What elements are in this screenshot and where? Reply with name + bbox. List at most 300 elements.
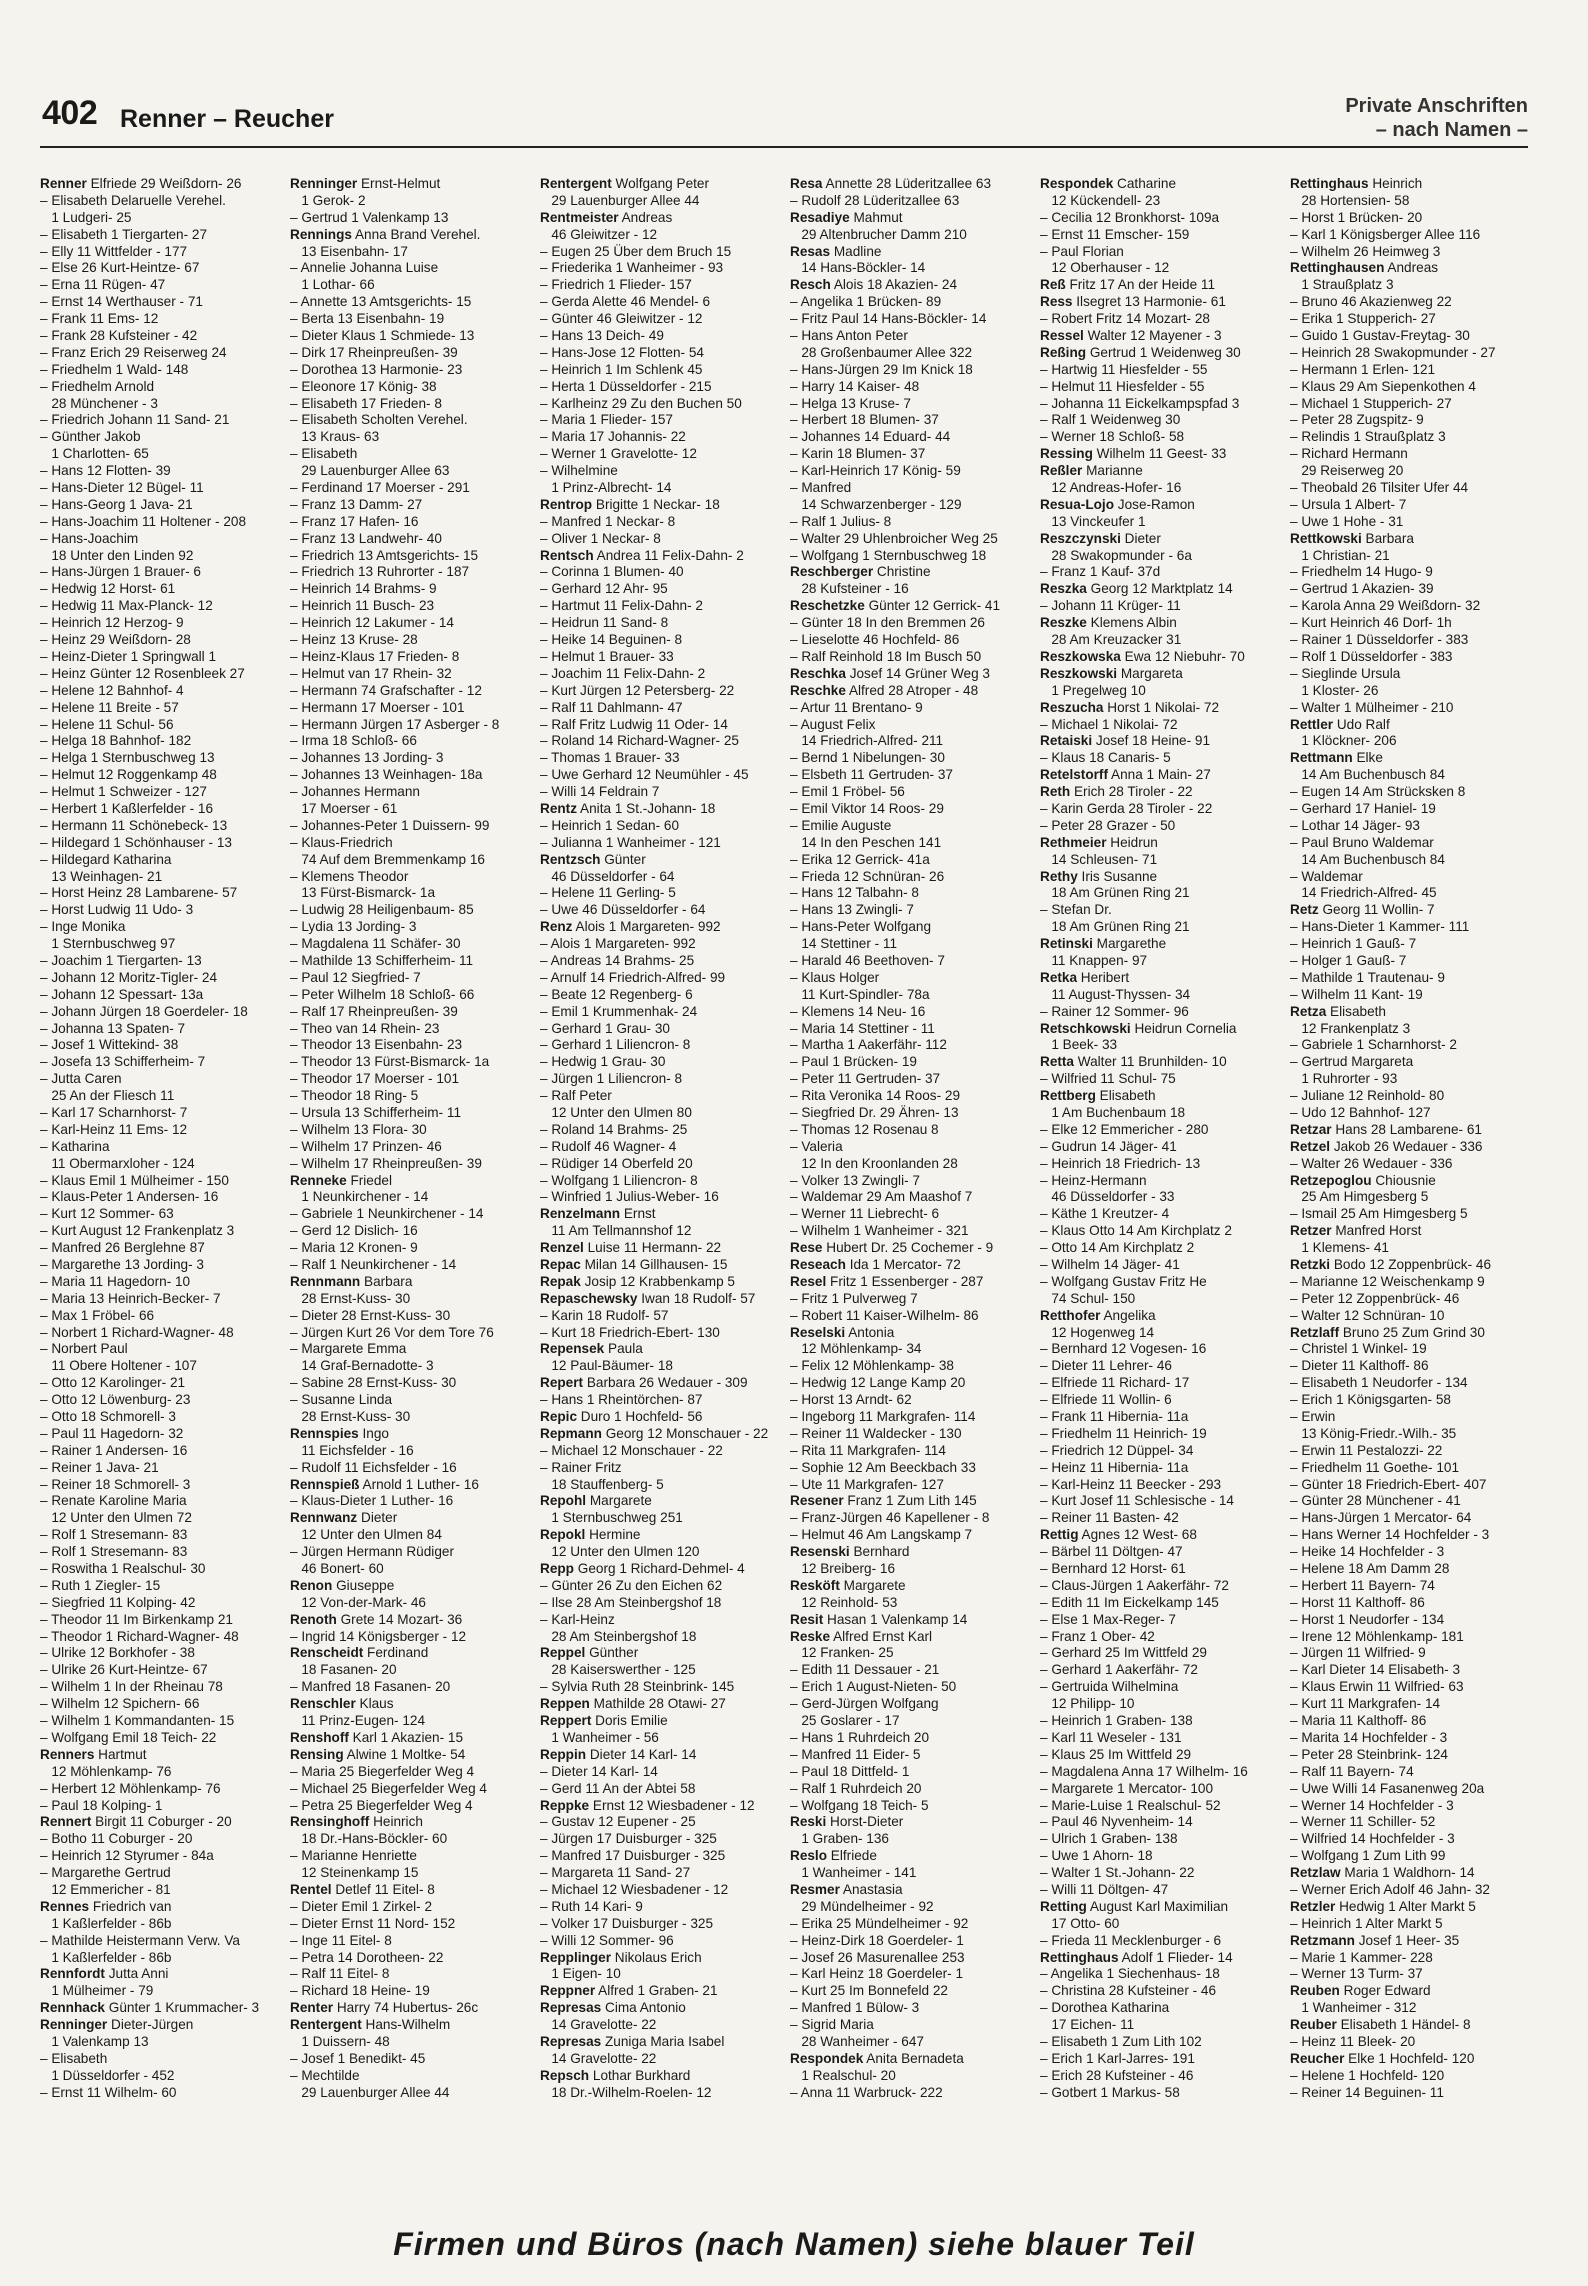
directory-entry: – Marianne 12 Weischenkamp 9: [1290, 1273, 1485, 1289]
directory-entry: – Gerhard 25 Im Wittfeld 29: [1040, 1645, 1207, 1661]
surname-entry: Rennwanz Dieter: [290, 1510, 398, 1526]
directory-entry: – Günter 18 In den Bremmen 26: [790, 615, 985, 631]
directory-entry: – Helmut van 17 Rhein- 32: [290, 665, 452, 681]
directory-entry: – Elisabeth: [40, 2050, 108, 2066]
directory-entry: – Helga 1 Sternbuschweg 13: [40, 750, 215, 766]
directory-entry: – Wilfried 14 Hochfelder - 3: [1290, 1831, 1455, 1847]
directory-entry: – Hans 13 Deich- 49: [540, 328, 664, 344]
directory-entry: – Ruth 14 Kari- 9: [540, 1898, 643, 1914]
directory-entry: – Franz 13 Damm- 27: [290, 496, 423, 512]
directory-entry: – Dieter 11 Kalthoff- 86: [1290, 1358, 1429, 1374]
directory-entry: – Ulrike 12 Borkhofer - 38: [40, 1645, 195, 1661]
directory-entry: 1 Sternbuschweg 251: [540, 1510, 683, 1526]
directory-entry: – Robert 11 Kaiser-Wilhelm- 86: [790, 1307, 979, 1323]
directory-entry: – Theodor 11 Im Birkenkamp 21: [40, 1611, 233, 1627]
directory-entry: 28 Kufsteiner - 16: [790, 581, 909, 597]
directory-entry: – Reiner 1 Java- 21: [40, 1459, 159, 1475]
surname-entry: Rennert Birgit 11 Coburger - 20: [40, 1814, 232, 1830]
surname-entry: Renner Elfriede 29 Weißdorn- 26: [40, 176, 242, 191]
surname: Retz: [1290, 902, 1319, 918]
surname-entry: Reuben Roger Edward: [1290, 1983, 1431, 1999]
directory-entry: – Mathilde Heistermann Verw. Va: [40, 1932, 240, 1948]
surname-entry: Repaschewsky Iwan 18 Rudolf- 57: [540, 1290, 756, 1306]
directory-entry: – Hans 12 Talbahn- 8: [790, 885, 919, 901]
surname: Reuber: [1290, 2017, 1337, 2033]
surname: Reucher: [1290, 2050, 1345, 2066]
directory-entry: – Ralf 1 Ruhrdeich 20: [790, 1780, 922, 1796]
surname: Reszkowski: [1040, 665, 1118, 681]
surname: Resit: [790, 1611, 824, 1627]
surname: Rennspies: [290, 1425, 359, 1441]
surname: Reppin: [540, 1746, 587, 1762]
directory-entry: – Mathilde 1 Trautenau- 9: [1290, 969, 1445, 985]
directory-entry: – Wilhelm 1 Kommandanten- 15: [40, 1713, 235, 1729]
directory-entry: 13 Fürst-Bismarck- 1a: [290, 885, 436, 901]
directory-entry: – Udo 12 Bahnhof- 127: [1290, 1104, 1431, 1120]
directory-entry: 14 Stettiner - 11: [790, 936, 898, 952]
directory-entry: – Heinz 11 Hibernia- 11a: [1040, 1459, 1189, 1475]
directory-entry: – Johannes 14 Eduard- 44: [790, 429, 951, 445]
directory-entry: – Rainer Fritz: [540, 1459, 622, 1475]
directory-entry: – Helmut 1 Schweizer - 127: [40, 784, 207, 800]
directory-entry: – Karl 11 Weseler - 131: [1040, 1729, 1182, 1745]
surname: Retaiski: [1040, 733, 1093, 749]
directory-entry: – Mechtilde: [290, 2067, 360, 2083]
directory-entry: – Manfred 11 Eider- 5: [790, 1746, 921, 1762]
directory-entry: – Emilie Auguste: [790, 817, 892, 833]
directory-entry: 28 Wanheimer - 647: [790, 2033, 924, 2049]
surname: Renners: [40, 1746, 95, 1762]
header-rule: [40, 146, 1528, 148]
directory-entry: – Franz 1 Kauf- 37d: [1040, 564, 1161, 580]
directory-entry: – Uwe Willi 14 Fasanenweg 20a: [1290, 1780, 1485, 1796]
directory-entry: – Maria 17 Johannis- 22: [540, 429, 686, 445]
directory-entry: – Gertrud Margareta: [1290, 1054, 1414, 1070]
surname-entry: Retzler Hedwig 1 Alter Markt 5: [1290, 1898, 1476, 1914]
directory-entry: 14 Am Buchenbusch 84: [1290, 767, 1445, 783]
directory-entry: – Lothar 14 Jäger- 93: [1290, 817, 1420, 833]
directory-entry: – Maria 13 Heinrich-Becker- 7: [40, 1290, 221, 1306]
directory-entry: – Thomas 1 Brauer- 33: [540, 750, 680, 766]
surname-entry: Renter Harry 74 Hubertus- 26c: [290, 2000, 479, 2016]
directory-entry: – Marie-Luise 1 Realschul- 52: [1040, 1797, 1221, 1813]
surname: Rettinghausen: [1290, 260, 1385, 276]
directory-entry: – Heinz-Hermann: [1040, 1172, 1147, 1188]
surname-entry: Rettig Agnes 12 West- 68: [1040, 1527, 1197, 1543]
directory-entry: – Werner Erich Adolf 46 Jahn- 32: [1290, 1881, 1490, 1897]
directory-entry: – Karlheinz 29 Zu den Buchen 50: [540, 395, 742, 411]
directory-entry: – Werner 1 Gravelotte- 12: [540, 446, 697, 462]
directory-entry: – Günther Jakob: [40, 429, 141, 445]
surname-entry: Resener Franz 1 Zum Lith 145: [790, 1493, 977, 1509]
directory-entry: – Ralf 1 Julius- 8: [790, 513, 892, 529]
directory-entry: – Uwe 1 Hohe - 31: [1290, 513, 1404, 529]
directory-entry: – Bernhard 12 Horst- 61: [1040, 1561, 1186, 1577]
directory-entry: – Hildegard 1 Schönhauser - 13: [40, 834, 232, 850]
surname: Renneke: [290, 1172, 347, 1188]
surname: Rentrop: [540, 496, 593, 512]
surname: Renscheidt: [290, 1645, 364, 1661]
directory-entry: 74 Auf dem Bremmenkamp 16: [290, 851, 485, 867]
directory-entry: 28 Kaiserswerther - 125: [540, 1662, 696, 1678]
directory-entry: – Friedrich 1 Flieder- 157: [540, 277, 692, 293]
directory-entry: – Gertrud 1 Akazien- 39: [1290, 581, 1434, 597]
directory-entry: 11 Knappen- 97: [1040, 952, 1148, 968]
surname-entry: Rentergent Hans-Wilhelm: [290, 2017, 451, 2033]
directory-entry: – Rudolf 46 Wagner- 4: [540, 1138, 677, 1154]
directory-entry: – Gertrud 1 Valenkamp 13: [290, 209, 449, 225]
surname-entry: Rentzsch Günter: [540, 851, 646, 867]
directory-entry: – Michael 1 Nikolai- 72: [1040, 716, 1178, 732]
surname: Retza: [1290, 1003, 1327, 1019]
surname: Resel: [790, 1273, 827, 1289]
directory-entry: – Friedrich 13 Amtsgerichts- 15: [290, 547, 479, 563]
directory-entry: – Hans 1 Rheintörchen- 87: [540, 1392, 703, 1408]
directory-entry: 12 Frankenplatz 3: [1290, 1020, 1411, 1036]
directory-entry: – Werner 18 Schloß- 58: [1040, 429, 1185, 445]
surname: Rennert: [40, 1814, 92, 1830]
surname-entry: Rettmann Elke: [1290, 750, 1383, 766]
page-title: Renner – Reucher: [120, 105, 334, 133]
surname-entry: Retz Georg 11 Wollin- 7: [1290, 902, 1435, 918]
surname-entry: Resköft Margarete: [790, 1577, 906, 1593]
directory-entry: – Beate 12 Regenberg- 6: [540, 986, 693, 1002]
directory-entry: – Katharina: [40, 1138, 110, 1154]
directory-entry: – Arnulf 14 Friedrich-Alfred- 99: [540, 969, 726, 985]
directory-entry: – Gustav 12 Eupener - 25: [540, 1814, 696, 1830]
surname-entry: Renschler Klaus: [290, 1696, 394, 1712]
directory-entry: – Herbert 11 Bayern- 74: [1290, 1577, 1435, 1593]
directory-entry: 74 Schul- 150: [1040, 1290, 1136, 1306]
directory-entry: 13 Vinckeufer 1: [1040, 513, 1146, 529]
directory-entry: – Friedhelm 14 Hugo- 9: [1290, 564, 1433, 580]
directory-entry: – Margarethe Gertrud: [40, 1865, 171, 1881]
surname-entry: Ress Ilsegret 13 Harmonie- 61: [1040, 294, 1226, 310]
directory-entry: 12 Andreas-Hofer- 16: [1040, 480, 1182, 496]
directory-entry: – Elisabeth 17 Frieden- 8: [290, 395, 442, 411]
surname: Retelstorff: [1040, 767, 1108, 783]
surname: Resua-Lojo: [1040, 496, 1115, 512]
surname: Reszkowska: [1040, 648, 1121, 664]
directory-entry: – Franz 17 Hafen- 16: [290, 513, 419, 529]
directory-entry: – Joachim 1 Tiergarten- 13: [40, 952, 202, 968]
directory-entry: 14 Friedrich-Alfred- 45: [1290, 885, 1437, 901]
directory-entry: – Norbert 1 Richard-Wagner- 48: [40, 1324, 234, 1340]
directory-column-2: [290, 176, 530, 2176]
directory-entry: – Angelika 1 Siechenhaus- 18: [1040, 1966, 1220, 1982]
directory-entry: – Kurt Jürgen 12 Petersberg- 22: [540, 682, 735, 698]
directory-entry: – Erika 1 Stupperich- 27: [1290, 311, 1436, 327]
directory-entry: – Horst 13 Arndt- 62: [790, 1392, 912, 1408]
surname-entry: Rensinghoff Heinrich: [290, 1814, 423, 1830]
directory-entry: – Klemens 14 Neu- 16: [790, 1003, 926, 1019]
directory-entry: 1 Am Buchenbaum 18: [1040, 1104, 1186, 1120]
directory-entry: – Karin 18 Rudolf- 57: [540, 1307, 669, 1323]
directory-entry: – Ernst 11 Wilhelm- 60: [40, 2084, 177, 2100]
directory-entry: – Horst 1 Brücken- 20: [1290, 209, 1423, 225]
surname-entry: Reszke Klemens Albin: [1040, 615, 1177, 631]
directory-entry: – Werner 13 Turm- 37: [1290, 1966, 1423, 1982]
directory-entry: – Fritz Paul 14 Hans-Böckler- 14: [790, 311, 987, 327]
surname-entry: Resel Fritz 1 Essenberger - 287: [790, 1273, 984, 1289]
directory-entry: – Hans-Jürgen 1 Brauer- 6: [40, 564, 201, 580]
directory-entry: 1 Eigen- 10: [540, 1966, 621, 1982]
directory-entry: 28 Ernst-Kuss- 30: [290, 1409, 411, 1425]
directory-entry: – Wilhelmine: [540, 463, 618, 479]
directory-entry: – Otto 18 Schmorell- 3: [40, 1409, 176, 1425]
directory-entry: – Hans 1 Ruhrdeich 20: [790, 1729, 930, 1745]
directory-entry: 14 Graf-Bernadotte- 3: [290, 1358, 434, 1374]
directory-entry: – Michael 25 Biegerfelder Weg 4: [290, 1780, 487, 1796]
directory-entry: – Eleonore 17 König- 38: [290, 378, 437, 394]
directory-entry: – Heinrich 12 Lakumer - 14: [290, 615, 454, 631]
directory-entry: – Heidrun 11 Sand- 8: [540, 615, 669, 631]
directory-entry: – Wolfgang 18 Teich- 5: [790, 1797, 929, 1813]
directory-entry: – Friedrich 12 Düppel- 34: [1040, 1442, 1194, 1458]
directory-entry: – Horst Ludwig 11 Udo- 3: [40, 902, 194, 918]
directory-entry: 29 Mündelheimer - 92: [790, 1898, 934, 1914]
directory-entry: 28 Ernst-Kuss- 30: [290, 1290, 411, 1306]
directory-entry: – Friedhelm 1 Wald- 148: [40, 361, 189, 377]
directory-entry: – Jürgen Kurt 26 Vor dem Tore 76: [290, 1324, 494, 1340]
surname-entry: Repensek Paula: [540, 1341, 643, 1357]
directory-entry: – Maria 1 Flieder- 157: [540, 412, 673, 428]
directory-entry: 1 Valenkamp 13: [40, 2033, 149, 2049]
surname-entry: Reseach Ida 1 Mercator- 72: [790, 1257, 961, 1272]
directory-entry: – Karin 18 Blumen- 37: [790, 446, 926, 462]
directory-entry: – Paul 11 Hagedorn- 32: [40, 1425, 184, 1441]
directory-entry: – Heinz 11 Bleek- 20: [1290, 2033, 1416, 2049]
directory-entry: – Wilhelm 13 Flora- 30: [290, 1121, 427, 1137]
directory-entry: – Bärbel 11 Döltgen- 47: [1040, 1544, 1183, 1560]
surname-entry: Rentrop Brigitte 1 Neckar- 18: [540, 496, 720, 512]
directory-entry: – Elisabeth Scholten Verehel.: [290, 412, 468, 428]
directory-entry: – Paul 18 Kolping- 1: [40, 1797, 163, 1813]
surname: Retschkowski: [1040, 1020, 1131, 1036]
directory-entry: – Martha 1 Aakerfähr- 112: [790, 1037, 947, 1053]
directory-entry: – Manfred 18 Fasanen- 20: [290, 1679, 451, 1695]
directory-entry: – Kurt 12 Sommer- 63: [40, 1206, 174, 1222]
directory-entry: – Hans-Jose 12 Flotten- 54: [540, 344, 704, 360]
surname: Retthofer: [1040, 1307, 1101, 1323]
directory-entry: – Klaus Holger: [790, 969, 880, 985]
directory-entry: – Paul 12 Siegfried- 7: [290, 969, 421, 985]
surname: Repplinger: [540, 1949, 611, 1965]
directory-entry: – Edith 11 Dessauer - 21: [790, 1662, 940, 1678]
directory-entry: 14 Gravelotte- 22: [540, 2017, 657, 2033]
directory-entry: – Margarete Emma: [290, 1341, 407, 1357]
surname: Reski: [790, 1814, 827, 1830]
directory-entry: 28 Am Kreuzacker 31: [1040, 632, 1182, 648]
surname: Repensek: [540, 1341, 605, 1357]
directory-entry: – Wilhelm 12 Spichern- 66: [40, 1696, 200, 1712]
directory-entry: – Ralf 1 Weidenweg 30: [1040, 412, 1181, 428]
surname: Repac: [540, 1257, 581, 1272]
directory-entry: – Michael 12 Monschauer - 22: [540, 1442, 723, 1458]
directory-entry: – Theodor 13 Eisenbahn- 23: [290, 1037, 463, 1053]
directory-entry: – Heinrich 1 Sedan- 60: [540, 817, 680, 833]
surname: Reselski: [790, 1324, 846, 1340]
directory-entry: – Wilfried 11 Schul- 75: [1040, 1071, 1176, 1087]
directory-entry: – Ludwig 28 Heiligenbaum- 85: [290, 902, 474, 918]
surname-entry: Reszczynski Dieter: [1040, 530, 1161, 546]
surname-entry: Resas Madline: [790, 243, 882, 259]
directory-entry: – Heinz Günter 12 Rosenbleek 27: [40, 665, 245, 681]
directory-entry: – Erna 11 Rügen- 47: [40, 277, 166, 293]
directory-entry: – Elsbeth 11 Gertruden- 37: [790, 767, 953, 783]
directory-entry: – Max 1 Fröbel- 66: [40, 1307, 155, 1323]
directory-entry: – Heinrich 28 Swakopmunder - 27: [1290, 344, 1496, 360]
directory-entry: – Heinrich 1 Alter Markt 5: [1290, 1915, 1443, 1931]
directory-entry: – Heinrich 18 Friedrich- 13: [1040, 1155, 1201, 1171]
surname: Reszucha: [1040, 699, 1104, 715]
directory-entry: – Manfred 1 Neckar- 8: [540, 513, 676, 529]
surname-entry: Resa Annette 28 Lüderitzallee 63: [790, 176, 992, 191]
directory-entry: – Peter 28 Steinbrink- 124: [1290, 1746, 1448, 1762]
surname-entry: Reß Fritz 17 An der Heide 11: [1040, 277, 1216, 293]
directory-entry: – Dieter Ernst 11 Nord- 152: [290, 1915, 456, 1931]
directory-entry: – Eugen 14 Am Strücksken 8: [1290, 784, 1466, 800]
directory-entry: 14 Friedrich-Alfred- 211: [790, 733, 944, 749]
directory-entry: 18 Stauffenberg- 5: [540, 1476, 664, 1492]
surname-entry: Reschberger Christine: [790, 564, 931, 580]
directory-entry: – Hildegard Katharina: [40, 851, 172, 867]
surname: Retzler: [1290, 1898, 1336, 1914]
directory-entry: – Emil 1 Krummenhak- 24: [540, 1003, 698, 1019]
directory-entry: – Margarethe 13 Jording- 3: [40, 1257, 204, 1272]
directory-entry: – Friedhelm 11 Heinrich- 19: [1040, 1425, 1207, 1441]
directory-entry: – Hans 12 Flotten- 39: [40, 463, 171, 479]
directory-entry: – Gerhard 1 Liliencron- 8: [540, 1037, 691, 1053]
directory-entry: – Otto 14 Am Kirchplatz 2: [1040, 1240, 1195, 1256]
directory-column-3: [540, 176, 780, 2176]
surname-entry: Reppert Doris Emilie: [540, 1713, 668, 1729]
directory-entry: – Manfred: [790, 480, 852, 496]
directory-entry: – Alois 1 Margareten- 992: [540, 936, 696, 952]
directory-entry: 12 Unter den Ulmen 80: [540, 1104, 692, 1120]
directory-entry: – Wolfgang 1 Sternbuschweg 18: [790, 547, 987, 563]
directory-entry: – Günter 28 Münchener - 41: [1290, 1493, 1461, 1509]
surname-entry: Rennmann Barbara: [290, 1273, 413, 1289]
directory-entry: – Helga 13 Kruse- 7: [790, 395, 911, 411]
surname: Retzepoglou: [1290, 1172, 1372, 1188]
directory-entry: – Frank 28 Kufsteiner - 42: [40, 328, 198, 344]
surname: Resenski: [790, 1544, 850, 1560]
surname: Repokl: [540, 1527, 586, 1543]
directory-entry: – Paul 46 Nyvenheim- 14: [1040, 1814, 1193, 1830]
directory-entry: – Maria 11 Hagedorn- 10: [40, 1273, 191, 1289]
directory-entry: – Josef 26 Masurenallee 253: [790, 1949, 965, 1965]
directory-entry: – Hans-Joachim 11 Holtener - 208: [40, 513, 247, 529]
surname: Reßing: [1040, 344, 1087, 360]
directory-entry: 12 In den Kroonlanden 28: [790, 1155, 958, 1171]
directory-entry: – Reiner 11 Basten- 42: [1040, 1510, 1179, 1526]
directory-entry: – Friedrich Johann 11 Sand- 21: [40, 412, 230, 428]
surname-entry: Rettler Udo Ralf: [1290, 716, 1390, 732]
directory-entry: 28 Großenbaumer Allee 322: [790, 344, 973, 360]
surname-entry: Rettkowski Barbara: [1290, 530, 1414, 546]
surname: Reß: [1040, 277, 1066, 293]
surname-entry: Retthofer Angelika: [1040, 1307, 1156, 1323]
directory-entry: 1 Mülheimer - 79: [40, 1983, 154, 1999]
surname: Renshoff: [290, 1729, 349, 1745]
surname: Rennes: [40, 1898, 90, 1914]
directory-entry: – Hans-Dieter 12 Bügel- 11: [40, 480, 204, 496]
directory-entry: – Valeria: [790, 1138, 843, 1154]
directory-entry: – Michael 1 Stupperich- 27: [1290, 395, 1452, 411]
surname-entry: Retzel Jakob 26 Wedauer - 336: [1290, 1138, 1483, 1154]
surname: Respondek: [1040, 176, 1114, 191]
directory-entry: – Elisabeth 1 Zum Lith 102: [1040, 2033, 1202, 2049]
directory-entry: – Klaus Emil 1 Mülheimer - 150: [40, 1172, 229, 1188]
surname: Rese: [790, 1240, 823, 1256]
directory-entry: – Elfriede 11 Richard- 17: [1040, 1375, 1190, 1391]
surname: Rentmeister: [540, 209, 619, 225]
directory-entry: 1 Graben- 136: [790, 1831, 889, 1847]
directory-entry: – Rita 11 Markgrafen- 114: [790, 1442, 946, 1458]
directory-entry: 46 Bonert- 60: [290, 1561, 384, 1577]
directory-entry: – Kurt August 12 Frankenplatz 3: [40, 1223, 235, 1239]
directory-entry: – Maria 25 Biegerfelder Weg 4: [290, 1763, 475, 1779]
surname: Ress: [1040, 294, 1073, 310]
directory-entry: – Hartmut 11 Felix-Dahn- 2: [540, 598, 703, 614]
directory-entry: – Peter 11 Gertruden- 37: [790, 1071, 941, 1087]
directory-entry: – Theodor 13 Fürst-Bismarck- 1a: [290, 1054, 490, 1070]
directory-entry: – Ralf 1 Neunkirchener - 14: [290, 1257, 457, 1272]
directory-entry: – Wilhelm 11 Kant- 19: [1290, 986, 1423, 1002]
directory-entry: – Juliane 12 Reinhold- 80: [1290, 1088, 1445, 1104]
directory-entry: – Josef 1 Benedikt- 45: [290, 2050, 426, 2066]
directory-entry: – Frank 11 Hibernia- 11a: [1040, 1409, 1189, 1425]
directory-entry: – Felix 12 Möhlenkamp- 38: [790, 1358, 954, 1374]
surname: Reseach: [790, 1257, 846, 1272]
directory-entry: – Johann 12 Moritz-Tigler- 24: [40, 969, 218, 985]
directory-entry: 17 Eichen- 11: [1040, 2017, 1135, 2033]
directory-entry: – Hans Anton Peter: [790, 328, 908, 344]
directory-entry: – Peter Wilhelm 18 Schloß- 66: [290, 986, 475, 1002]
directory-entry: – Elisabeth: [290, 446, 358, 462]
directory-entry: – Theobald 26 Tilsiter Ufer 44: [1290, 480, 1469, 496]
directory-entry: – Kurt Josef 11 Schlesische - 14: [1040, 1493, 1234, 1509]
directory-entry: – Elly 11 Wittfelder - 177: [40, 243, 188, 259]
directory-entry: – Emil 1 Fröbel- 56: [790, 784, 905, 800]
directory-entry: – Ralf Reinhold 18 Im Busch 50: [790, 648, 982, 664]
directory-entry: 1 Lothar- 66: [290, 277, 375, 293]
directory-entry: – Hedwig 12 Lange Kamp 20: [790, 1375, 966, 1391]
directory-entry: – Helmut 1 Brauer- 33: [540, 648, 674, 664]
surname-entry: Rethy Iris Susanne: [1040, 868, 1158, 884]
surname: Rennwanz: [290, 1510, 358, 1526]
surname-entry: Reppel Günther: [540, 1645, 639, 1661]
directory-entry: – Elisabeth 1 Tiergarten- 27: [40, 226, 208, 242]
directory-entry: – Joachim 11 Felix-Dahn- 2: [540, 665, 706, 681]
directory-entry: 13 Kraus- 63: [290, 429, 380, 445]
directory-entry: – Paul Bruno Waldemar: [1290, 834, 1434, 850]
directory-entry: – Gotbert 1 Markus- 58: [1040, 2084, 1180, 2100]
directory-columns: [40, 176, 1530, 2176]
surname: Repaschewsky: [540, 1290, 638, 1306]
directory-entry: 1 Duissern- 48: [290, 2033, 390, 2049]
directory-entry: – Frank 11 Ems- 12: [40, 311, 159, 327]
directory-entry: – Frieda 11 Mecklenburger - 6: [1040, 1932, 1222, 1948]
directory-entry: 28 Am Steinbergshof 18: [540, 1628, 697, 1644]
surname-entry: Renoth Grete 14 Mozart- 36: [290, 1611, 463, 1627]
surname-entry: Repak Josip 12 Krabbenkamp 5: [540, 1273, 735, 1289]
directory-entry: – Klaus Erwin 11 Wilfried- 63: [1290, 1679, 1464, 1695]
directory-entry: – Rolf 1 Stresemann- 83: [40, 1544, 188, 1560]
directory-entry: – Karl-Heinrich 17 König- 59: [790, 463, 961, 479]
surname: Represas: [540, 2000, 602, 2016]
